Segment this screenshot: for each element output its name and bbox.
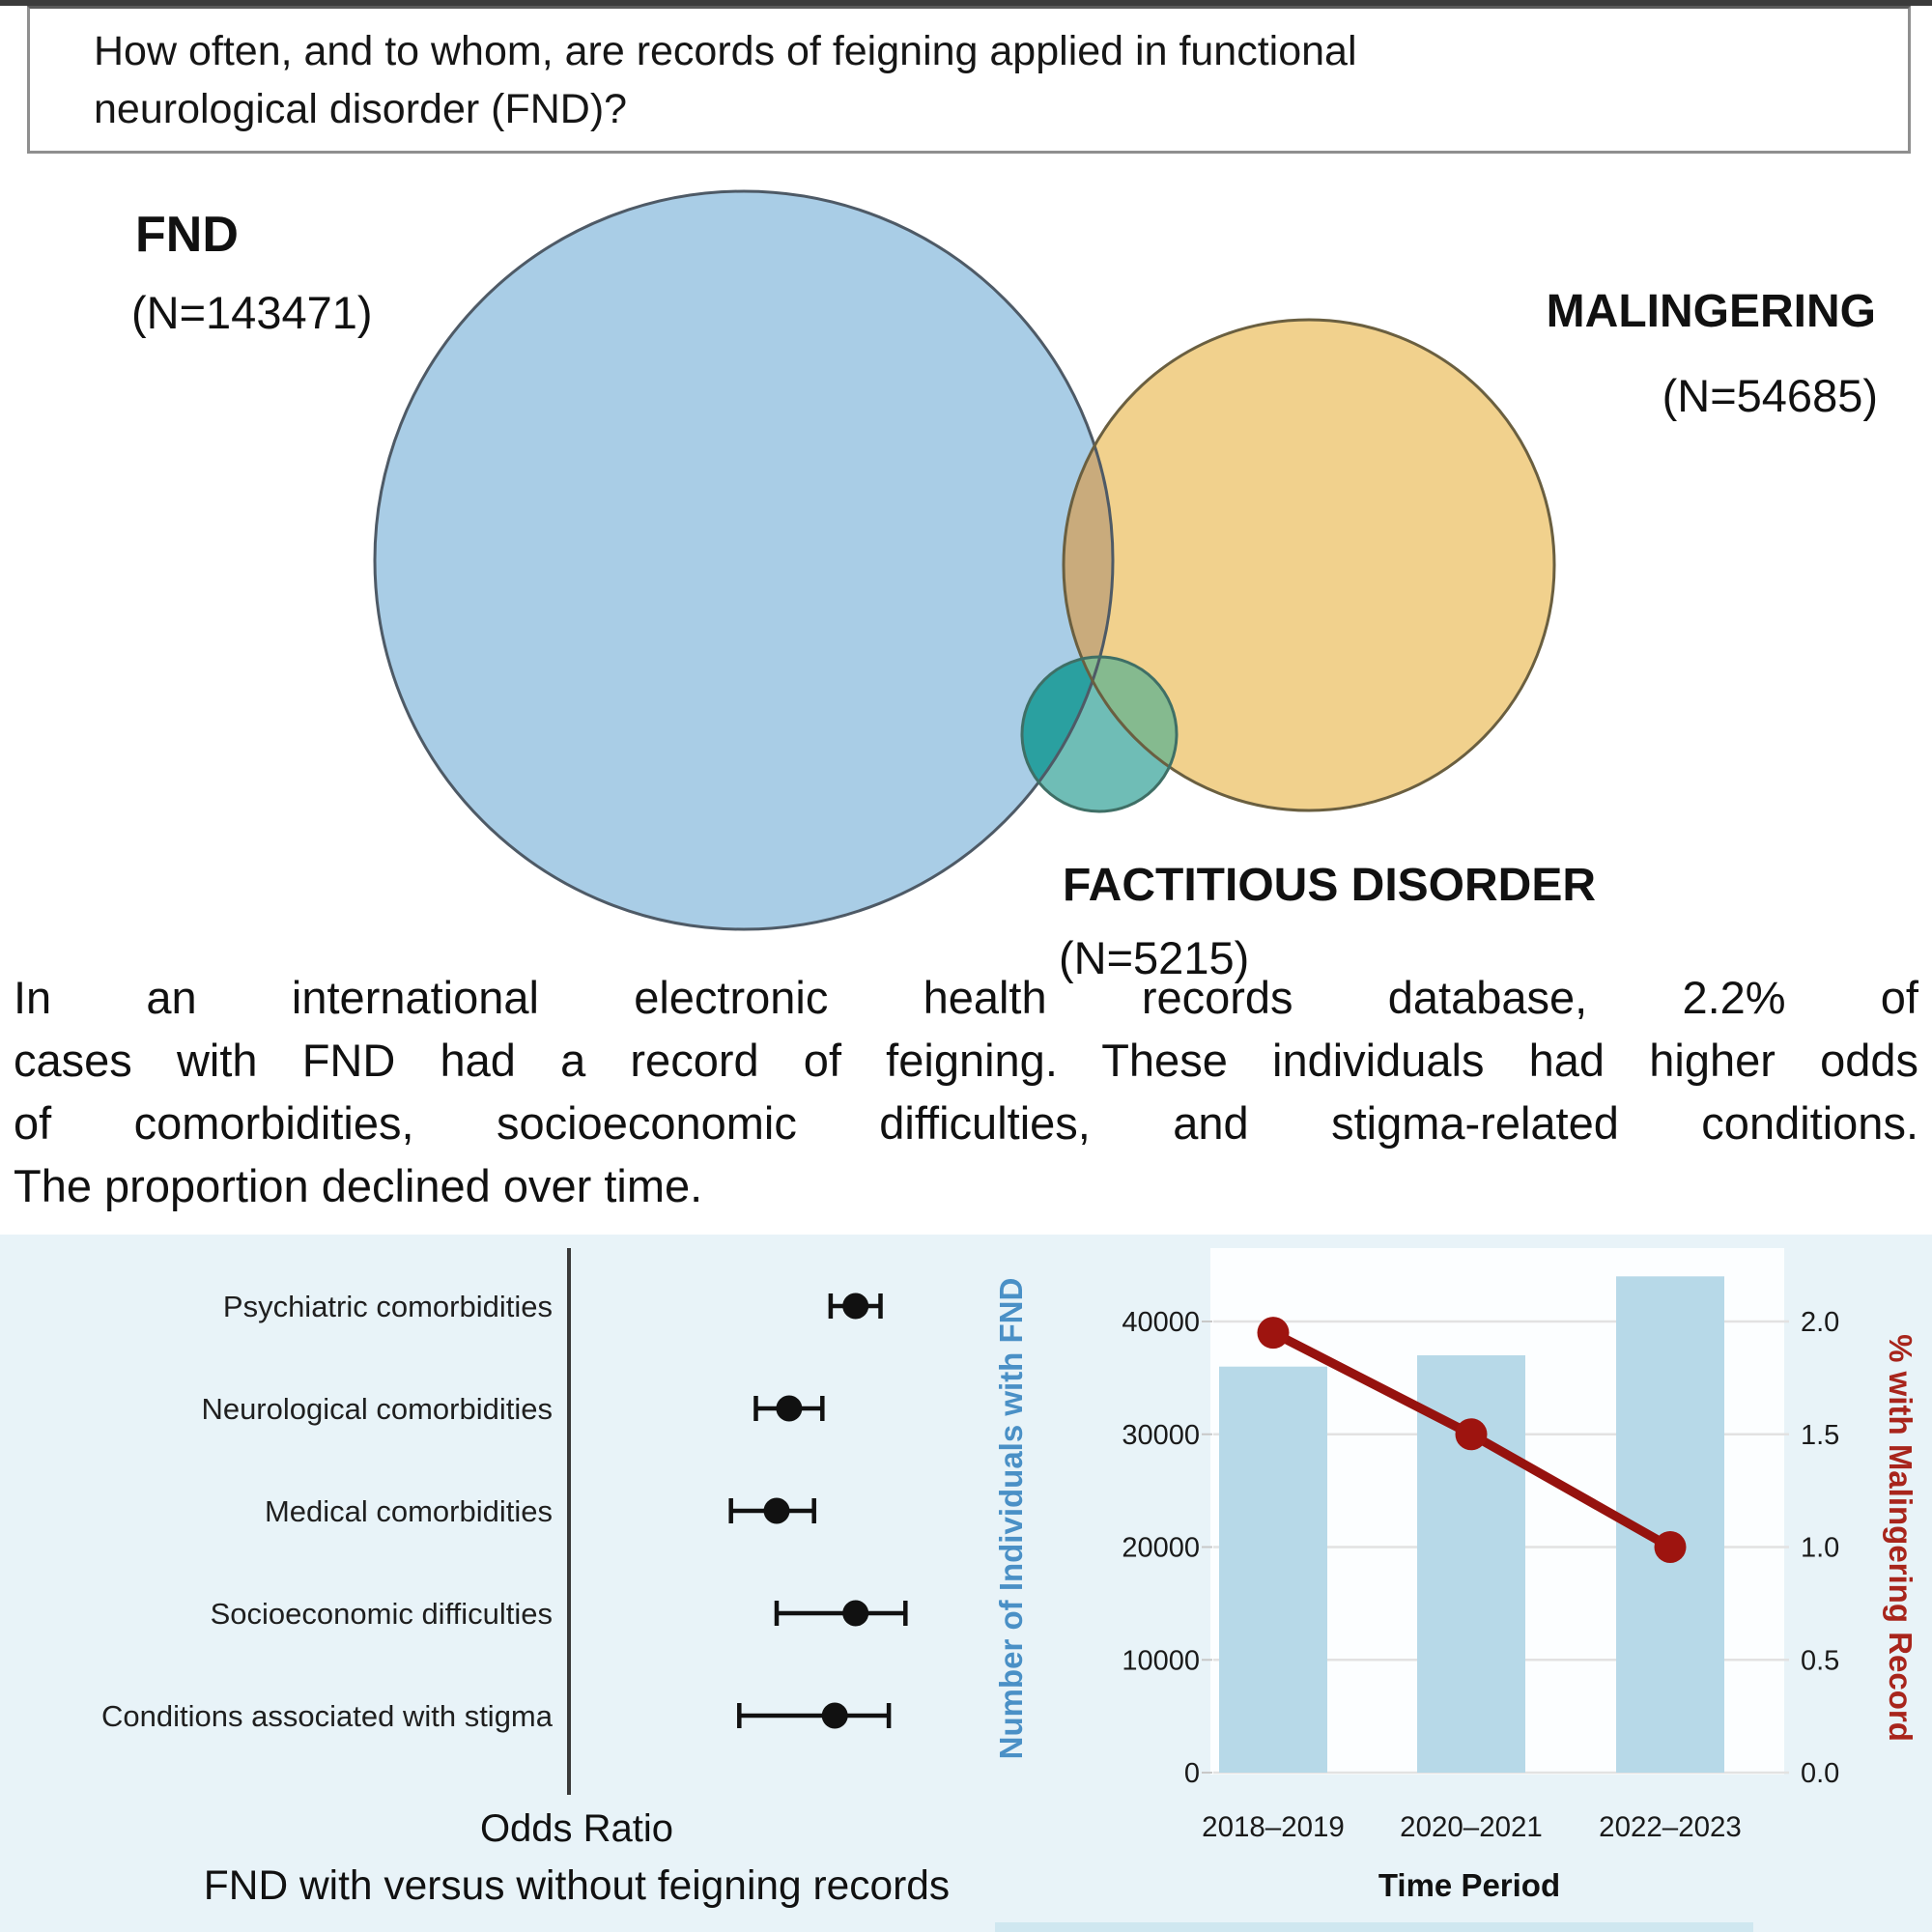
- left-tick-label: 30000: [1122, 1419, 1200, 1451]
- summary-line-3: of comorbidities, socioeconomic difficulties, and stigma-related conditions.: [14, 1097, 1918, 1149]
- x-tick-label: 2022–2023: [1599, 1811, 1742, 1843]
- x-axis-title: Time Period: [1378, 1867, 1561, 1903]
- left-tick-label: 40000: [1122, 1307, 1200, 1338]
- left-axis-title: Number of Individuals with FND: [993, 1277, 1029, 1760]
- charts-panel: [0, 1235, 1932, 1932]
- right-tick-label: 2.0: [1801, 1307, 1840, 1338]
- trend-point: [1456, 1418, 1488, 1450]
- forest-row-label: Socioeconomic difficulties: [210, 1597, 553, 1631]
- forest-row-label: Conditions associated with stigma: [101, 1699, 553, 1733]
- title-line-2: neurological disorder (FND)?: [94, 86, 628, 132]
- forest-xaxis-title: Odds Ratio: [479, 1807, 674, 1850]
- forest-xaxis-subtitle: FND with versus without feigning records: [203, 1863, 951, 1909]
- venn-diagram: [0, 160, 1932, 995]
- forest-row-label: Psychiatric comorbidities: [222, 1290, 553, 1323]
- left-tick-label: 0: [1183, 1758, 1200, 1789]
- venn-count-malingering: (N=54685): [1662, 370, 1878, 421]
- title-line-1: How often, and to whom, are records of feigning applied in functional: [94, 28, 1357, 74]
- forest-row-label: Medical comorbidities: [264, 1494, 553, 1528]
- forest-point: [822, 1703, 848, 1729]
- venn-count-factitious: (N=5215): [1059, 932, 1250, 983]
- left-tick-label: 20000: [1122, 1532, 1200, 1564]
- right-tick-label: 1.0: [1801, 1532, 1840, 1564]
- trend-point: [1258, 1317, 1290, 1349]
- venn-label-factitious: FACTITIOUS DISORDER: [1063, 860, 1597, 911]
- right-tick-label: 0.5: [1801, 1645, 1840, 1677]
- summary-line-2: cases with FND had a record of feigning. These individuals had higher odds: [14, 1035, 1918, 1086]
- forest-row-label: Neurological comorbidities: [201, 1392, 553, 1426]
- right-tick-label: 0.0: [1801, 1758, 1840, 1789]
- venn-label-fnd: FND: [135, 207, 239, 263]
- forest-point: [842, 1293, 868, 1320]
- x-tick-label: 2018–2019: [1202, 1811, 1345, 1843]
- right-axis-title: % with Malingering Record: [1883, 1334, 1918, 1742]
- forest-point: [776, 1396, 802, 1422]
- trend-chart: [976, 1235, 1932, 1932]
- title-box: [27, 6, 1911, 154]
- forest-point: [764, 1498, 790, 1524]
- venn-count-fnd: (N=143471): [131, 287, 373, 338]
- trend-point: [1655, 1531, 1687, 1563]
- forest-point: [842, 1601, 868, 1627]
- forest-plot: [0, 1235, 976, 1932]
- right-tick-label: 1.5: [1801, 1419, 1840, 1451]
- x-tick-label: 2020–2021: [1400, 1811, 1543, 1843]
- footer-strip: [995, 1922, 1753, 1932]
- summary-line-4: The proportion declined over time.: [14, 1160, 703, 1211]
- venn-circle-fnd: [375, 191, 1113, 929]
- bar: [1219, 1367, 1327, 1773]
- summary-line-1: In an international electronic health records database, 2.2% of: [14, 972, 1918, 1023]
- summary-text: [14, 966, 1918, 1217]
- left-tick-label: 10000: [1122, 1645, 1200, 1677]
- venn-label-malingering: MALINGERING: [1546, 286, 1876, 337]
